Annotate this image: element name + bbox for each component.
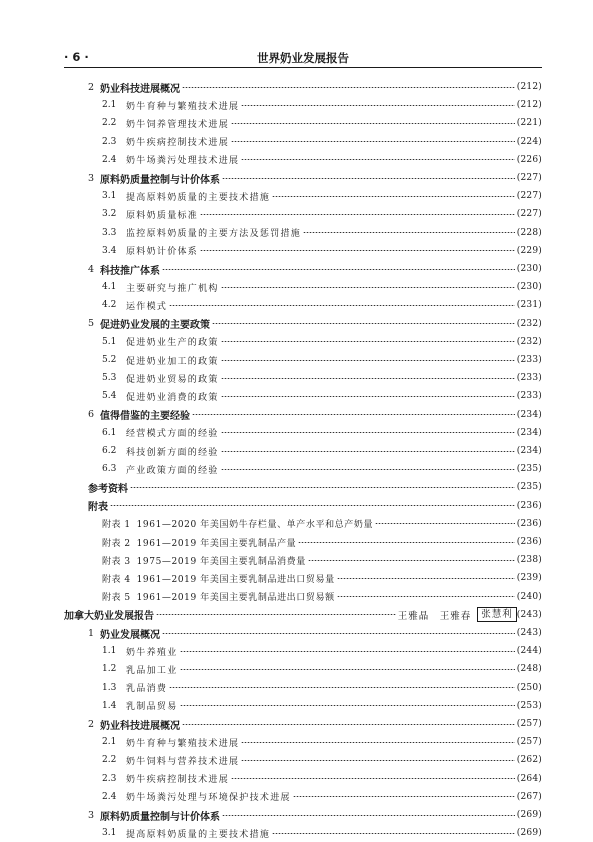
dot-leader [241,159,514,160]
running-title: 世界奶业发展报告 [257,51,349,65]
toc-entry-title: 原料奶质量标准 [126,210,199,221]
toc-entry-number: 2 [88,718,95,730]
dot-leader [200,214,515,215]
toc-entry[interactable] [102,205,542,223]
toc-entry-title: 值得借鉴的主要经验 [100,411,190,423]
toc-entry-number: 2.3 [102,773,117,784]
dot-leader [169,687,515,688]
toc-entry-title: 奶牛场粪污处理技术进展 [126,156,240,167]
dot-leader [221,451,515,452]
toc-entry[interactable] [102,187,542,205]
toc-entry-title: 参考资料 [88,483,128,495]
toc-entry-number: 2 [88,81,95,93]
toc-entry[interactable] [88,169,542,187]
dot-leader [221,432,515,433]
toc-entry-number: 4.1 [102,282,117,293]
dot-leader [272,196,515,197]
toc-entry-number: 6.3 [102,464,117,475]
dot-leader [192,414,515,415]
toc-entry-page: (235) [516,464,542,475]
toc-entry[interactable] [102,114,542,132]
dot-leader [156,614,396,615]
toc-entry-title: 奶牛疾病控制技术进展 [126,775,230,786]
toc-entry-page: (229) [516,245,542,256]
dot-leader [221,469,515,470]
toc-entry-page: (212) [516,82,542,92]
toc-entry-title: 促进奶业生产的政策 [126,338,219,349]
toc-entry-number: 3.2 [102,209,117,220]
toc-entry-number: 5.4 [102,391,117,402]
toc-entry-title: 经营模式方面的经验 [126,429,219,440]
toc-entry[interactable] [102,151,542,169]
toc-entry-page: (233) [516,355,542,365]
toc-entry-page: (233) [516,391,542,402]
toc-entry[interactable] [102,515,542,533]
toc-entry-number: 附表 3 [102,556,131,567]
toc-entry-page: (236) [516,537,542,547]
toc-entry-page: (236) [516,518,542,529]
dot-leader [303,232,515,233]
toc-entry[interactable] [102,569,542,587]
toc-entry-title: 奶业科技进展概况 [100,720,180,732]
toc-entry-number: 附表 2 [102,538,131,549]
dot-leader [231,141,515,142]
toc-entry[interactable] [102,442,542,460]
toc-entry-number: 2.2 [102,118,117,129]
toc-entry[interactable] [102,733,542,751]
toc-entry-title: 奶业发展概况 [100,629,160,641]
toc-entry-number: 1.4 [102,700,117,711]
toc-entry-title: 奶牛育种与繁殖技术进展 [126,101,240,112]
dot-leader [231,123,515,124]
toc-entry-page: (264) [516,773,542,784]
toc-entry[interactable] [88,806,542,824]
dot-leader [222,178,515,179]
toc-entry-title: 促进奶业贸易的政策 [126,374,219,385]
toc-entry-page: (231) [516,300,542,311]
toc-entry-page: (224) [516,136,542,147]
toc-entry[interactable] [88,478,542,496]
toc-entry-title: 奶牛疾病控制技术进展 [126,138,230,149]
toc-entry-number: 3 [88,809,95,821]
toc-entry-page: (228) [516,227,542,238]
toc-entry-title: 运作模式 [126,301,168,312]
dot-leader [200,250,515,251]
toc-entry-number: 3 [88,172,95,184]
toc-entry-number: 2.4 [102,154,117,165]
toc-entry[interactable] [88,624,542,642]
toc-entry[interactable] [102,369,542,387]
toc-entry-number: 5 [88,318,95,330]
toc-entry[interactable] [64,606,542,624]
dot-leader [130,487,515,488]
dot-leader [231,778,515,779]
toc-entry-title: 奶牛饲料与营养技术进展 [126,756,240,767]
toc-entry-page: (227) [516,191,542,202]
toc-entry-number: 3.4 [102,245,117,256]
toc-entry-title: 奶牛养殖业 [126,647,178,658]
dot-leader [337,596,515,597]
dot-leader [337,578,515,579]
toc-entry-number: 附表 4 [102,574,131,585]
toc-entry-page: (230) [516,264,542,274]
dot-leader [182,724,515,725]
toc-entry-title: 奶牛饲养管理技术进展 [126,119,230,130]
toc-entry[interactable] [102,788,542,806]
toc-entry-number: 附表 1 [102,520,131,531]
toc-entry-number: 5.2 [102,355,117,365]
toc-entry-title: 1975—2019 年美国主要乳制品消费量 [136,556,306,567]
toc-entry[interactable] [102,551,542,569]
dot-leader [221,378,515,379]
toc-entry[interactable] [102,751,542,769]
dot-leader [293,796,515,797]
toc-entry-title: 主要研究与推广机构 [126,283,219,294]
toc-entry-number: 2.3 [102,136,117,147]
dot-leader [241,105,514,106]
toc-entry-title: 1961—2019 年美国主要乳制品产量 [136,538,297,549]
toc-entry-title: 奶牛育种与繁殖技术进展 [126,738,240,749]
toc-entry[interactable] [102,770,542,788]
dot-leader [162,633,515,634]
toc-entry-title: 监控原料奶质量的主要方法及惩罚措施 [126,229,302,240]
toc-entry-title: 1961—2019 年美国主要乳制品进出口贸易量 [136,574,335,585]
dot-leader [241,742,514,743]
toc-entry-page: (253) [516,700,542,711]
dot-leader [308,560,515,561]
toc-entry-title: 提高原料奶质量的主要技术措施 [126,829,271,840]
toc-entry-page: (238) [516,555,542,566]
toc-entry[interactable] [102,296,542,314]
toc-entry-page: (233) [516,373,542,384]
toc-entry-title: 附表 [88,502,108,514]
toc-entry[interactable] [88,715,542,733]
toc-entry[interactable] [102,224,542,242]
toc-entry-title: 科技创新方面的经验 [126,447,219,458]
dot-leader [162,269,515,270]
toc-entry[interactable] [102,424,542,442]
dot-leader [221,396,515,397]
running-header [64,50,542,68]
toc-entry-page: (243) [516,628,542,638]
toc-entry-number: 6.1 [102,427,117,438]
toc-entry-title: 产业政策方面的经验 [126,465,219,476]
toc-entry-number: 3.3 [102,227,117,238]
toc-entry-title: 促进奶业发展的主要政策 [100,320,210,332]
toc-entry-number: 1.2 [102,664,117,675]
toc-entry[interactable] [88,78,542,96]
toc-entry-page: (232) [516,318,542,329]
toc-entry-page: (230) [516,282,542,293]
toc-entry[interactable] [102,660,542,678]
toc-entry[interactable] [102,96,542,114]
toc-entry-page: (244) [516,646,542,657]
toc-entry-number: 2.1 [102,737,117,748]
toc-entry-title: 乳制品贸易 [126,702,178,713]
dot-leader [212,323,515,324]
toc-entry[interactable] [102,679,542,697]
toc-entry-number: 2.4 [102,791,117,802]
toc-entry-title: 促进奶业加工的政策 [126,356,219,367]
toc-entry[interactable] [88,260,542,278]
toc-entry[interactable] [102,333,542,351]
toc-entry-title: 奶牛场粪污处理与环境保护技术进展 [126,793,291,804]
toc-entry-page: (236) [516,500,542,511]
toc-entry-title: 科技推广体系 [100,265,160,277]
toc-entry-number: 2.1 [102,100,117,111]
toc-entry-number: 4 [88,263,95,275]
toc-entry-page: (239) [516,573,542,584]
toc-entry[interactable] [102,533,542,551]
toc-entry[interactable] [102,588,542,606]
toc-entry-page: (257) [516,719,542,729]
toc-entry-page: (262) [516,755,542,766]
toc-entry[interactable] [102,278,542,296]
toc-entry-number: 3.1 [102,828,117,839]
toc-entry-title: 1961—2020 年美国奶牛存栏量、单产水平和总产奶量 [136,520,374,531]
toc-entry-page: (250) [516,682,542,693]
dot-leader [222,815,515,816]
toc-entry-number: 1.3 [102,682,117,693]
toc-entry-number: 5.3 [102,373,117,384]
toc-entry[interactable] [102,460,542,478]
toc-entry-number: 1.1 [102,646,117,657]
toc-entry-page: (227) [516,173,542,183]
toc-entry-title: 乳品消费 [126,684,168,695]
toc-entry-page: (226) [516,154,542,165]
toc-entry-number: 3.1 [102,191,117,202]
toc-entry-number: 4.2 [102,300,117,311]
toc-entry-page: (234) [516,409,542,420]
dot-leader [182,87,515,88]
dot-leader [221,360,515,361]
dot-leader [298,542,515,543]
toc-entry-page: (243) [516,609,542,620]
toc-entry-page: (269) [516,828,542,839]
toc-entry-page: (269) [516,810,542,820]
toc-entry-title: 加拿大奶业发展报告 [64,611,154,623]
toc-entry[interactable] [102,387,542,405]
toc-entry-number: 6 [88,409,95,421]
toc-entry-number: 1 [88,627,95,639]
toc-entry[interactable] [102,642,542,660]
dot-leader [169,305,515,306]
toc-entry-page: (227) [516,209,542,220]
toc-entry[interactable] [102,133,542,151]
toc-entry-page: (257) [516,737,542,748]
toc-entry-title: 原料奶计价体系 [126,247,199,258]
toc-entry-title: 促进奶业消费的政策 [126,392,219,403]
page-number: · 6 · [64,50,89,64]
toc-entry-title: 奶业科技进展概况 [100,83,180,95]
toc-entry-page: (240) [516,591,542,602]
toc-entry-number: 2.2 [102,755,117,766]
dot-leader [180,669,515,670]
toc-entry-title: 提高原料奶质量的主要技术措施 [126,192,271,203]
toc-entry[interactable] [102,824,542,842]
toc-entry-title: 乳品加工业 [126,665,178,676]
dot-leader [180,705,515,706]
toc-entry-page: (232) [516,336,542,347]
dot-leader [221,287,515,288]
dot-leader [241,760,514,761]
dot-leader [180,651,515,652]
toc-entry-authors: 王雅晶 王雅春 [397,610,472,622]
toc-entry[interactable] [88,406,542,424]
dot-leader [110,505,515,506]
toc-entry-title: 1961—2019 年美国主要乳制品进出口贸易额 [136,593,335,604]
toc-entry-number: 5.1 [102,336,117,347]
dot-leader [375,523,515,524]
toc-entry[interactable] [88,315,542,333]
toc-entry-page: (234) [516,427,542,438]
toc-entry-boxed-author: 张慧利 [477,607,517,622]
toc-entry-page: (235) [516,482,542,493]
toc-entry-page: (248) [516,664,542,675]
toc-entry-page: (221) [516,118,542,129]
toc-entry-page: (212) [516,100,542,111]
dot-leader [221,341,515,342]
toc-entry-number: 附表 5 [102,593,131,604]
toc-entry[interactable] [88,497,542,515]
toc-entry[interactable] [102,242,542,260]
toc-entry-page: (234) [516,446,542,456]
toc-entry-page: (267) [516,791,542,802]
toc-entry-number: 6.2 [102,446,117,456]
dot-leader [272,833,515,834]
toc-entry-title: 原料奶质量控制与计价体系 [100,811,220,823]
toc-entry-title: 原料奶质量控制与计价体系 [100,174,220,186]
toc-entry[interactable] [102,697,542,715]
toc-entry[interactable] [102,351,542,369]
